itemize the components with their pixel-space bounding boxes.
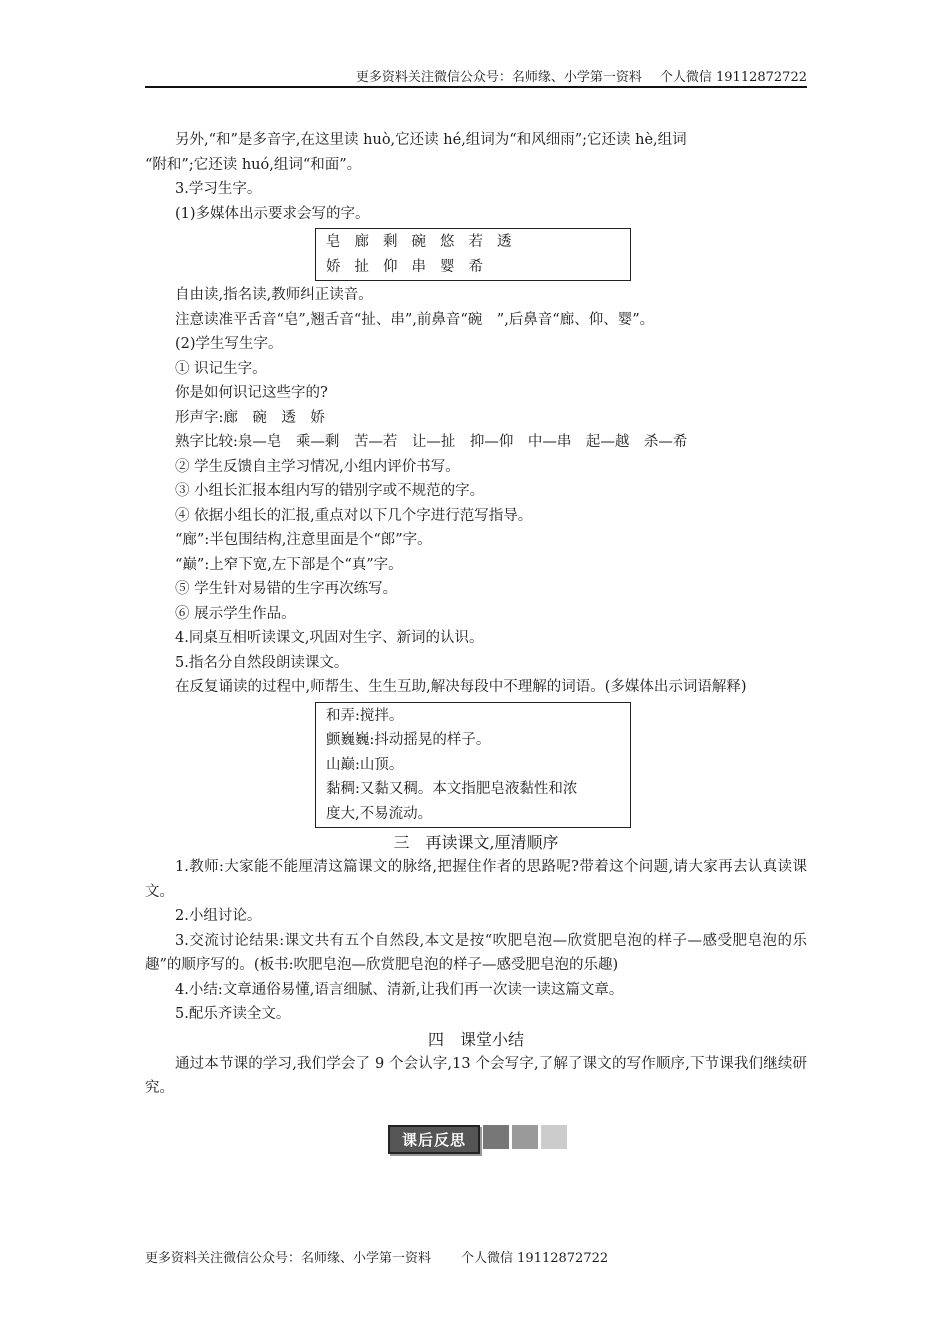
step-heading: (1)多媒体出示要求会写的字。 bbox=[175, 205, 370, 222]
line: 你是如何识记这些字的? bbox=[175, 385, 328, 401]
page-header bbox=[145, 66, 807, 88]
line: (2)学生写生字。 bbox=[175, 336, 283, 352]
char: 仰 bbox=[383, 258, 398, 275]
header-left: 更多资料关注微信公众号：名师缘、小学第一资料 bbox=[355, 70, 642, 85]
line: 熟字比较:泉—皂 乘—剩 苦—若 让—扯 抑—仰 中—串 起—越 杀—希 bbox=[175, 434, 688, 450]
footer-right: 个人微信 19112872722 bbox=[461, 1251, 609, 1266]
line: 1.教师:大家能不能厘清这篇课文的脉络,把握住作者的思路呢?带着这个问题,请大家再去认真读课文。 bbox=[145, 859, 807, 900]
line: ① 识记生字。 bbox=[175, 360, 267, 377]
section-heading: 四 课堂小结 bbox=[427, 1029, 524, 1049]
footer-left: 更多资料关注微信公众号：名师缘、小学第一资料 bbox=[145, 1251, 432, 1266]
line: 在反复诵读的过程中,师帮生、生生互助,解决每段中不理解的词语。(多媒体出示词语解释) bbox=[175, 679, 747, 695]
summary: 通过本节课的学习,我们学会了 9 个会认字,13 个会写字,了解了课文的写作顺序,下节课我们继续研究。 bbox=[145, 1055, 807, 1096]
header-right: 个人微信 19112872722 bbox=[659, 70, 807, 85]
characters-box bbox=[315, 228, 631, 281]
reflection-banner bbox=[388, 1125, 567, 1154]
paragraph: “附和”;它还读 huó,组词“和面”。 bbox=[145, 156, 362, 173]
char: 碗 bbox=[411, 234, 426, 250]
vocab-item: 山巅:山顶。 bbox=[326, 756, 404, 773]
lesson-content bbox=[145, 128, 807, 1101]
vocab-item: 度大,不易流动。 bbox=[326, 805, 433, 822]
banner-square bbox=[483, 1125, 509, 1149]
line: ⑤ 学生针对易错的生字再次练写。 bbox=[175, 581, 398, 597]
line: 4.同桌互相听读课文,巩固对生字、新词的认识。 bbox=[175, 630, 484, 646]
line: ④ 依据小组长的汇报,重点对以下几个字进行范写指导。 bbox=[175, 507, 533, 524]
line: ③ 小组长汇报本组内写的错别字或不规范的字。 bbox=[175, 483, 485, 499]
char: 娇 bbox=[326, 258, 341, 275]
line: “廊”:半包围结构,注意里面是个“郎”字。 bbox=[175, 532, 432, 548]
paragraph: 另外,“和”是多音字,在这里读 huò,它还读 hé,组词为“和风细雨”;它还读 hè,组词 bbox=[175, 132, 687, 148]
step-heading: 3.学习生字。 bbox=[175, 181, 262, 197]
chars-row-2 bbox=[326, 255, 620, 280]
vocab-item: 和弄:搅拌。 bbox=[326, 707, 404, 724]
char: 悠 bbox=[440, 234, 455, 250]
char: 皂 bbox=[326, 234, 341, 250]
vocab-item: 黏稠:又黏又稠。本文指肥皂液黏性和浓 bbox=[326, 781, 578, 797]
vocab-box bbox=[315, 702, 631, 829]
char: 透 bbox=[497, 234, 512, 250]
chars-row-1 bbox=[326, 230, 620, 255]
line: 自由读,指名读,教师纠正读音。 bbox=[175, 287, 373, 303]
char: 若 bbox=[468, 234, 483, 250]
char: 剩 bbox=[383, 234, 398, 250]
vocab-item: 颤巍巍:抖动摇晃的样子。 bbox=[326, 732, 491, 748]
char: 希 bbox=[468, 258, 483, 275]
line: 形声字:廊 碗 透 娇 bbox=[175, 409, 325, 426]
line: 5.指名分自然段朗读课文。 bbox=[175, 654, 349, 671]
banner-title: 课后反思 bbox=[388, 1125, 480, 1154]
line: “巅”:上窄下宽,左下部是个“真”字。 bbox=[175, 556, 403, 573]
line: ⑥ 展示学生作品。 bbox=[175, 605, 296, 622]
char: 廊 bbox=[354, 234, 369, 250]
banner-square bbox=[512, 1125, 538, 1149]
page-footer bbox=[145, 1247, 638, 1266]
section-heading: 三 再读课文,厘清顺序 bbox=[393, 833, 559, 852]
line: 注意读准平舌音“皂”,翘舌音“扯、串”,前鼻音“碗 ”,后鼻音“廊、仰、婴”。 bbox=[175, 311, 655, 328]
line: 3.交流讨论结果:课文共有五个自然段,本文是按“吹肥皂泡—欣赏肥皂泡的样子—感受肥皂泡的乐趣”的顺序写的。(板书:吹肥皂泡—欣赏肥皂泡的样子—感受肥皂泡的乐趣) bbox=[145, 932, 807, 973]
line: 5.配乐齐读全文。 bbox=[175, 1006, 291, 1022]
line: ② 学生反馈自主学习情况,小组内评价书写。 bbox=[175, 458, 460, 475]
char: 扯 bbox=[354, 258, 369, 275]
char: 串 bbox=[411, 258, 426, 275]
char: 婴 bbox=[440, 258, 455, 275]
line: 2.小组讨论。 bbox=[175, 908, 262, 924]
banner-square bbox=[541, 1125, 567, 1149]
line: 4.小结:文章通俗易懂,语言细腻、清新,让我们再一次读一读这篇文章。 bbox=[175, 981, 624, 998]
